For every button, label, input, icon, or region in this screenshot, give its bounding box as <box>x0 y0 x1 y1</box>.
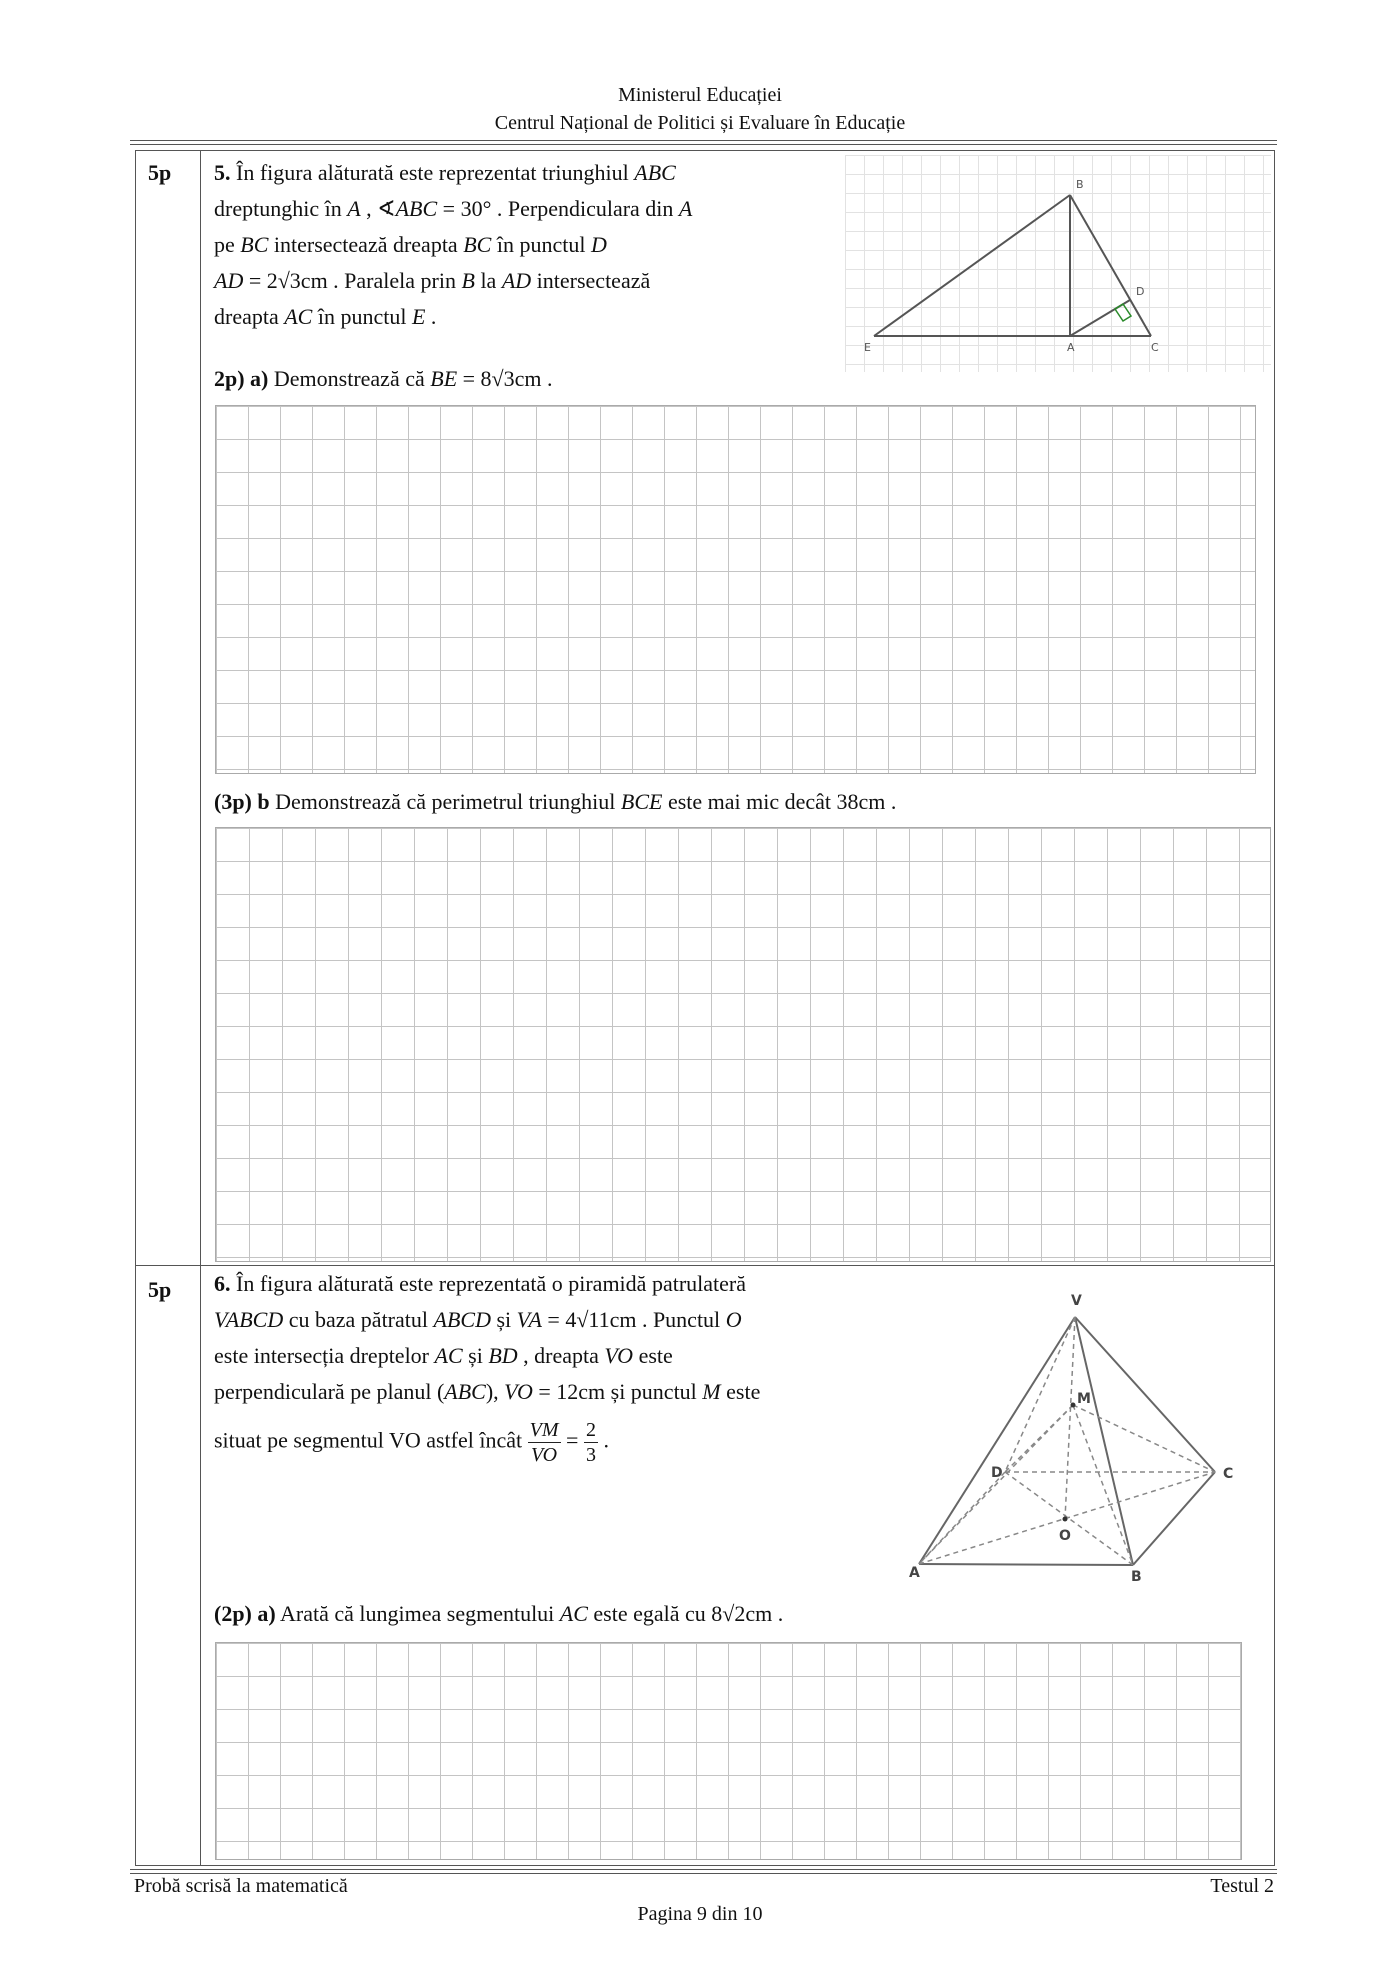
point-O <box>1063 1517 1068 1522</box>
edge-VC <box>1075 1317 1215 1472</box>
label-C: C <box>1223 1466 1234 1482</box>
label-D: D <box>1136 285 1145 298</box>
q5-answer-grid-a[interactable] <box>215 405 1256 774</box>
label-A: A <box>1067 341 1075 354</box>
points-column-divider <box>200 150 201 1866</box>
page-number: Pagina 9 din 10 <box>637 1903 763 1925</box>
edge-AB <box>919 1564 1133 1565</box>
q5-line-4: AD = 2√3cm . Paralela prin B la AD intersectează <box>214 268 651 293</box>
edge-VA <box>919 1317 1075 1564</box>
q5-statement <box>214 155 824 335</box>
footer-rule <box>130 1869 1277 1870</box>
label-C: C <box>1151 341 1159 354</box>
q5-line-3: pe BC intersectează dreapta BC în punctul D <box>214 232 607 257</box>
q6-statement <box>214 1266 884 1467</box>
q5-line-1: 5. În figura alăturată este reprezentat triunghiul ABC <box>214 160 676 185</box>
pyramid-figure <box>905 1285 1255 1585</box>
label-E: E <box>864 341 871 354</box>
label-D: D <box>991 1465 1003 1481</box>
label-M: M <box>1077 1391 1091 1407</box>
footer-right: Testul 2 <box>1210 1875 1274 1897</box>
q5-part-b: (3p) b Demonstrează că perimetrul triunghiul BCE este mai mic decât 38cm . <box>214 789 897 814</box>
q6-line-4: perpendiculară pe planul (ABC), VO = 12cm și punctul M este <box>214 1379 761 1404</box>
header-rule-2 <box>130 144 1277 145</box>
segment-BC <box>1070 195 1151 336</box>
label-B: B <box>1131 1569 1142 1585</box>
q5-answer-grid-b[interactable] <box>215 827 1271 1262</box>
q5-points: 5p <box>148 160 172 185</box>
header-ministry: Ministerul Educației <box>618 84 782 106</box>
footer-rule-2 <box>130 1873 1277 1874</box>
q6-line-5: situat pe segmentul VO astfel încât $\frac{VM}{VO}$ = $\frac{2}{3}$ . <box>214 1419 609 1466</box>
footer-left: Probă scrisă la matematică <box>134 1875 348 1897</box>
fraction-vm-vo: $\frac{VM}{VO}$ <box>529 1419 559 1466</box>
q6-part-a: (2p) a) Arată că lungimea segmentului AC este egală cu 8√2cm . <box>214 1601 784 1626</box>
label-O: O <box>1059 1528 1071 1544</box>
segment-EB <box>874 195 1070 336</box>
edge-BC <box>1133 1472 1215 1565</box>
edge-VB <box>1075 1317 1133 1565</box>
fraction-two-thirds: $\frac{2}{3}$ <box>585 1419 596 1466</box>
label-V: V <box>1071 1293 1082 1309</box>
q6-line-2: VABCD cu baza pătratul ABCD și VA = 4√11cm . Punctul O <box>214 1307 742 1332</box>
label-A: A <box>909 1565 920 1581</box>
q6-line-3: este intersecția dreptelor AC și BD , dreapta VO este <box>214 1343 673 1368</box>
label-B: B <box>1076 178 1084 191</box>
q6-answer-grid-a[interactable] <box>215 1642 1242 1860</box>
q5-part-a: 2p) a) Demonstrează că BE = 8√3cm . <box>214 366 553 391</box>
header-rule <box>130 140 1277 141</box>
header-center: Centrul Național de Politici și Evaluare în Educație <box>494 112 906 134</box>
q6-line-1: 6. În figura alăturată este reprezentată o piramidă patrulateră <box>214 1271 746 1296</box>
q6-points: 5p <box>148 1277 172 1302</box>
q5-line-2: dreptunghic în A , ∢ABC = 30° . Perpendiculara din A <box>214 196 693 221</box>
q5-figure <box>845 155 1271 372</box>
q5-line-5: dreapta AC în punctul E . <box>214 304 437 329</box>
triangle-figure <box>845 155 1271 372</box>
point-M <box>1071 1403 1076 1408</box>
